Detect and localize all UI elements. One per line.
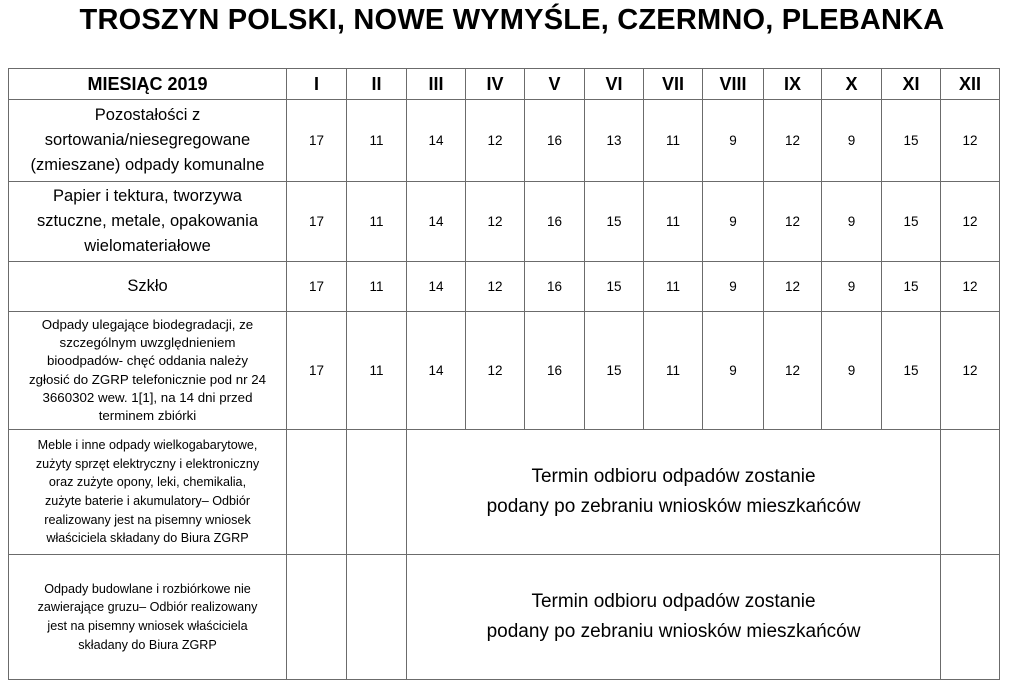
month-header: VIII [703,69,764,100]
empty-cell [347,430,407,555]
waste-type-line: zawierające gruzu– Odbiór realizowany [37,600,258,615]
month-header: IX [764,69,822,100]
pickup-day: 12 [941,100,1000,182]
waste-type-line: realizowany jest na pisemny wniosek [44,512,251,527]
pickup-day: 17 [287,262,347,312]
month-header: III [407,69,466,100]
pickup-day: 12 [764,262,822,312]
pickup-day: 15 [882,262,941,312]
empty-cell [347,555,407,680]
pickup-day: 12 [941,182,1000,262]
waste-type-label [9,262,287,312]
pickup-day: 9 [822,262,882,312]
pickup-day: 14 [407,262,466,312]
pickup-day: 14 [407,100,466,182]
pickup-day: 12 [764,182,822,262]
waste-type-label [9,555,287,680]
waste-type-label [9,430,287,555]
waste-type-line: Odpady budowlane i rozbiórkowe nie [44,581,251,596]
waste-type-line: szczególnym uwzględnieniem [59,334,236,350]
pickup-day: 12 [466,312,525,430]
pickup-day: 17 [287,312,347,430]
waste-type-line: zgłosić do ZGRP telefonicznie pod nr 24 [28,371,266,387]
month-header: XII [941,69,1000,100]
waste-type-line: właściciela składany do Biura ZGRP [46,531,249,546]
pickup-day: 11 [644,312,703,430]
waste-type-line: terminem zbiórki [98,408,197,424]
empty-cell [287,555,347,680]
pickup-day: 11 [347,100,407,182]
month-header: VI [585,69,644,100]
month-header: VII [644,69,703,100]
month-header: XI [882,69,941,100]
pickup-day: 15 [585,312,644,430]
pickup-day: 12 [941,312,1000,430]
waste-type-label [9,100,287,182]
waste-type-line: Odpady ulegające biodegradacji, ze [41,316,254,332]
schedule-table [8,68,1000,680]
table-row [9,555,1000,680]
pickup-day: 16 [525,262,585,312]
pickup-day: 9 [703,182,764,262]
waste-type-line: Papier i tektura, tworzywa [53,187,242,205]
collection-note-line: podany po zebraniu wniosków mieszkańców [486,496,861,517]
pickup-day: 14 [407,312,466,430]
pickup-day: 13 [585,100,644,182]
table-row [9,262,1000,312]
table-row [9,100,1000,182]
pickup-day: 12 [466,182,525,262]
pickup-day: 11 [644,262,703,312]
pickup-day: 12 [466,100,525,182]
pickup-day: 9 [822,182,882,262]
table-row [9,312,1000,430]
table-row [9,430,1000,555]
waste-type-line: Meble i inne odpady wielkogabarytowe, [37,438,258,453]
waste-type-line: zużyte baterie i akumulatory– Odbiór [44,494,251,508]
waste-type-line: oraz zużyte opony, leki, chemikalia, [48,475,247,490]
table-row [9,182,1000,262]
pickup-day: 11 [347,262,407,312]
collection-note-line: podany po zebraniu wniosków mieszkańców [486,621,861,642]
pickup-day: 11 [644,100,703,182]
pickup-day: 16 [525,312,585,430]
header-row [9,69,1000,100]
pickup-day: 9 [703,312,764,430]
pickup-day: 12 [466,262,525,312]
pickup-day: 16 [525,182,585,262]
pickup-day: 11 [644,182,703,262]
waste-type-line: jest na pisemny wniosek właściciela [47,619,248,633]
empty-cell [941,555,1000,680]
waste-type-line: wielomateriałowe [84,237,211,255]
month-header: II [347,69,407,100]
pickup-day: 12 [764,312,822,430]
collection-note-line: Termin odbioru odpadów zostanie [531,591,816,612]
pickup-day: 15 [585,182,644,262]
month-header: V [525,69,585,100]
empty-cell [941,430,1000,555]
pickup-day: 11 [347,182,407,262]
pickup-day: 15 [882,100,941,182]
pickup-day: 15 [585,262,644,312]
month-header: X [822,69,882,100]
pickup-day: 17 [287,182,347,262]
waste-type-line: zużyty sprzęt elektryczny i elektroniczny [35,456,260,471]
pickup-day: 11 [347,312,407,430]
page-title: TROSZYN POLSKI, NOWE WYMYŚLE, CZERMNO, PLEBANKA [79,4,945,36]
waste-type-line: 3660302 wew. 1[1], na 14 dni przed [42,389,253,405]
pickup-day: 16 [525,100,585,182]
month-header: I [287,69,347,100]
empty-cell [287,430,347,555]
pickup-day: 14 [407,182,466,262]
waste-type-label [9,312,287,430]
waste-type-line: Szkło [127,277,168,295]
pickup-day: 9 [822,312,882,430]
month-header-label: MIESIĄC 2019 [9,69,287,100]
pickup-day: 12 [941,262,1000,312]
waste-type-line: składany do Biura ZGRP [78,637,217,652]
waste-type-line: bioodpadów- chęć oddania należy [46,353,249,369]
waste-type-line: Pozostałości z [94,106,201,124]
pickup-day: 9 [703,100,764,182]
collection-note [407,555,941,680]
waste-type-label [9,182,287,262]
pickup-day: 17 [287,100,347,182]
pickup-day: 9 [703,262,764,312]
pickup-day: 9 [822,100,882,182]
waste-type-line: (zmieszane) odpady komunalne [30,156,265,174]
pickup-day: 15 [882,182,941,262]
pickup-day: 15 [882,312,941,430]
pickup-day: 12 [764,100,822,182]
collection-note-line: Termin odbioru odpadów zostanie [531,466,816,487]
month-header: IV [466,69,525,100]
collection-note [407,430,941,555]
waste-type-line: sztuczne, metale, opakowania [36,212,259,230]
waste-type-line: sortowania/niesegregowane [44,131,251,149]
